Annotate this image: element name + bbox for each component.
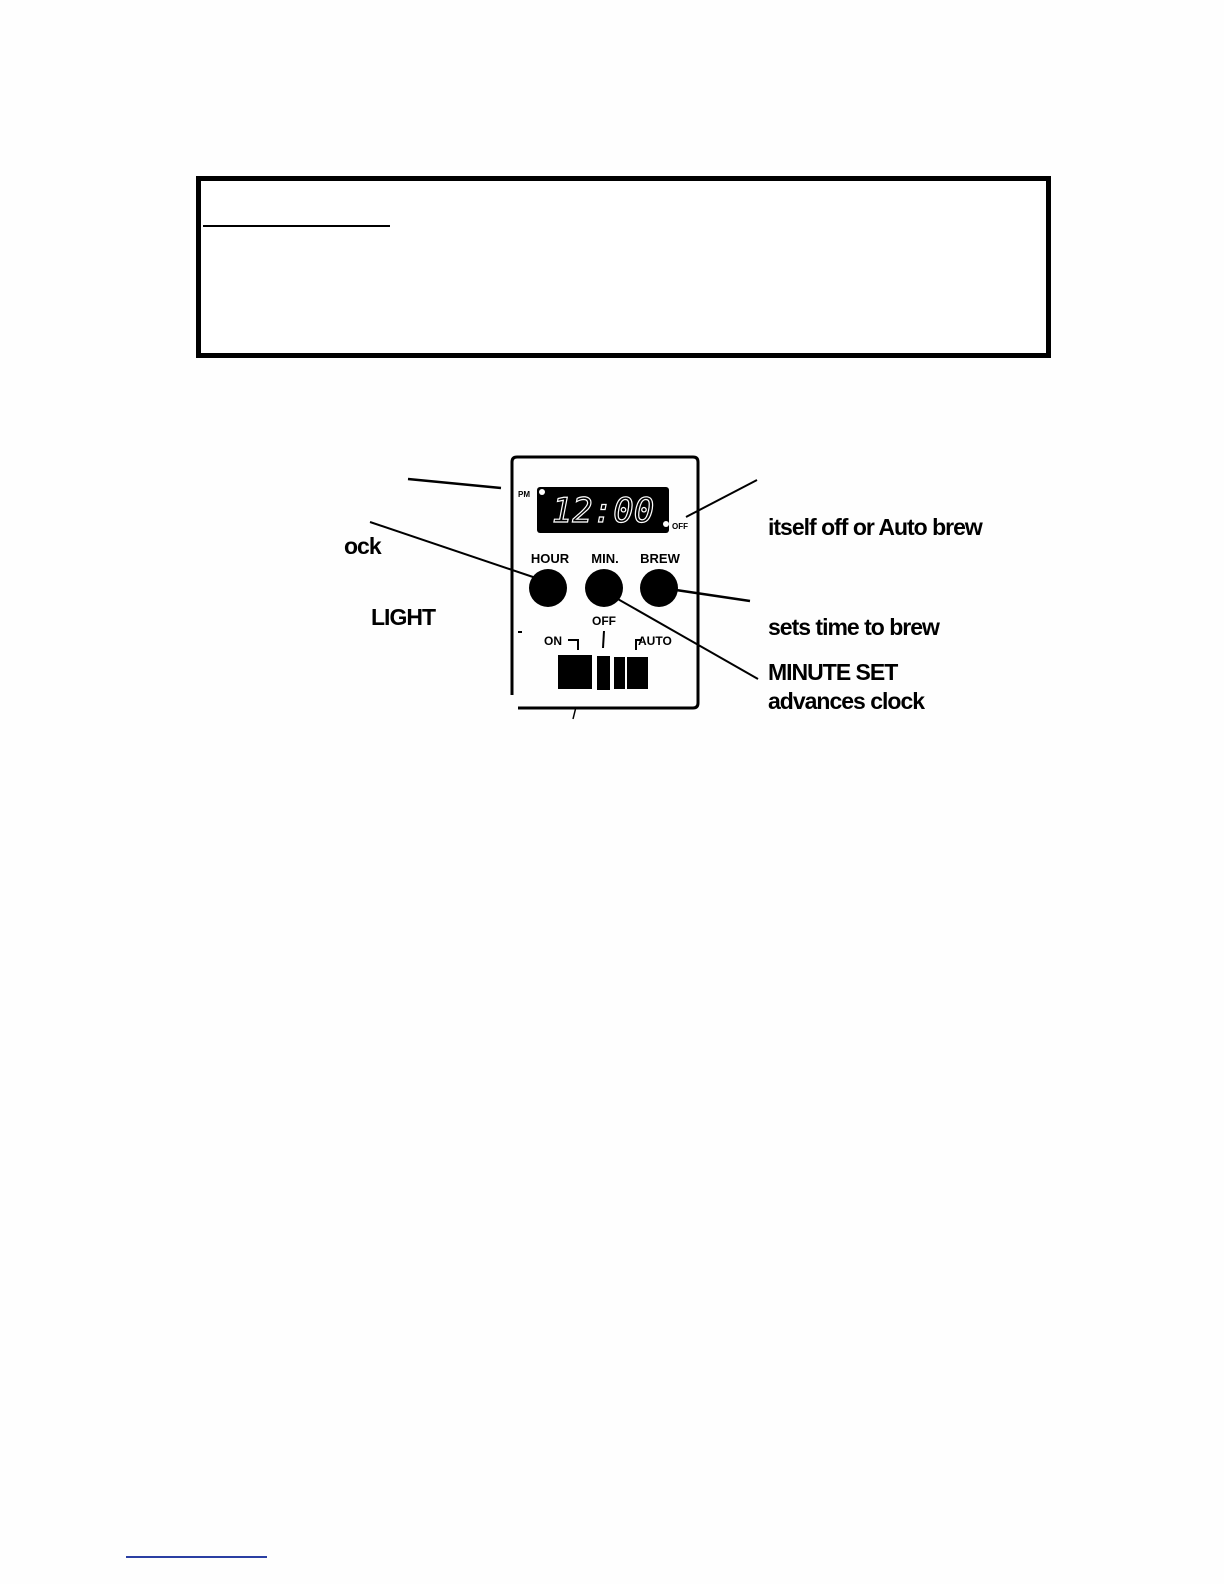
label-brew-set: sets time to brew [768, 614, 939, 640]
switch-auto-label: AUTO [638, 634, 672, 648]
switch-on-bracket [568, 640, 578, 650]
label-minute-set-title: MINUTE SET [768, 659, 898, 685]
brew-button[interactable] [640, 569, 678, 607]
off-indicator-label: OFF [672, 522, 688, 531]
switch-off-tick [603, 631, 604, 648]
clock-display-digits: 12:00 [551, 491, 655, 531]
leader-line-pm [408, 479, 501, 488]
switch-on-label: ON [544, 634, 562, 648]
min-button-label: MIN. [591, 551, 619, 566]
pm-indicator-dot [539, 489, 545, 495]
pm-indicator-label: PM [518, 490, 530, 499]
switch-on-block [558, 655, 592, 689]
brew-button-label: BREW [640, 551, 680, 566]
leader-line-brew [676, 590, 750, 601]
label-auto-off: itself off or Auto brew [768, 514, 982, 540]
switch-off-label: OFF [592, 614, 616, 628]
hour-button[interactable] [529, 569, 567, 607]
label-clock-fragment: ock [344, 533, 381, 559]
off-indicator-dot [663, 521, 669, 527]
switch-auto-block [614, 657, 648, 689]
footer-rule [126, 1556, 267, 1558]
switch-off-block [597, 656, 610, 690]
label-minute-set-desc: advances clock [768, 688, 925, 714]
label-light-fragment: LIGHT [371, 604, 435, 630]
min-button[interactable] [585, 569, 623, 607]
hour-button-label: HOUR [530, 551, 570, 566]
